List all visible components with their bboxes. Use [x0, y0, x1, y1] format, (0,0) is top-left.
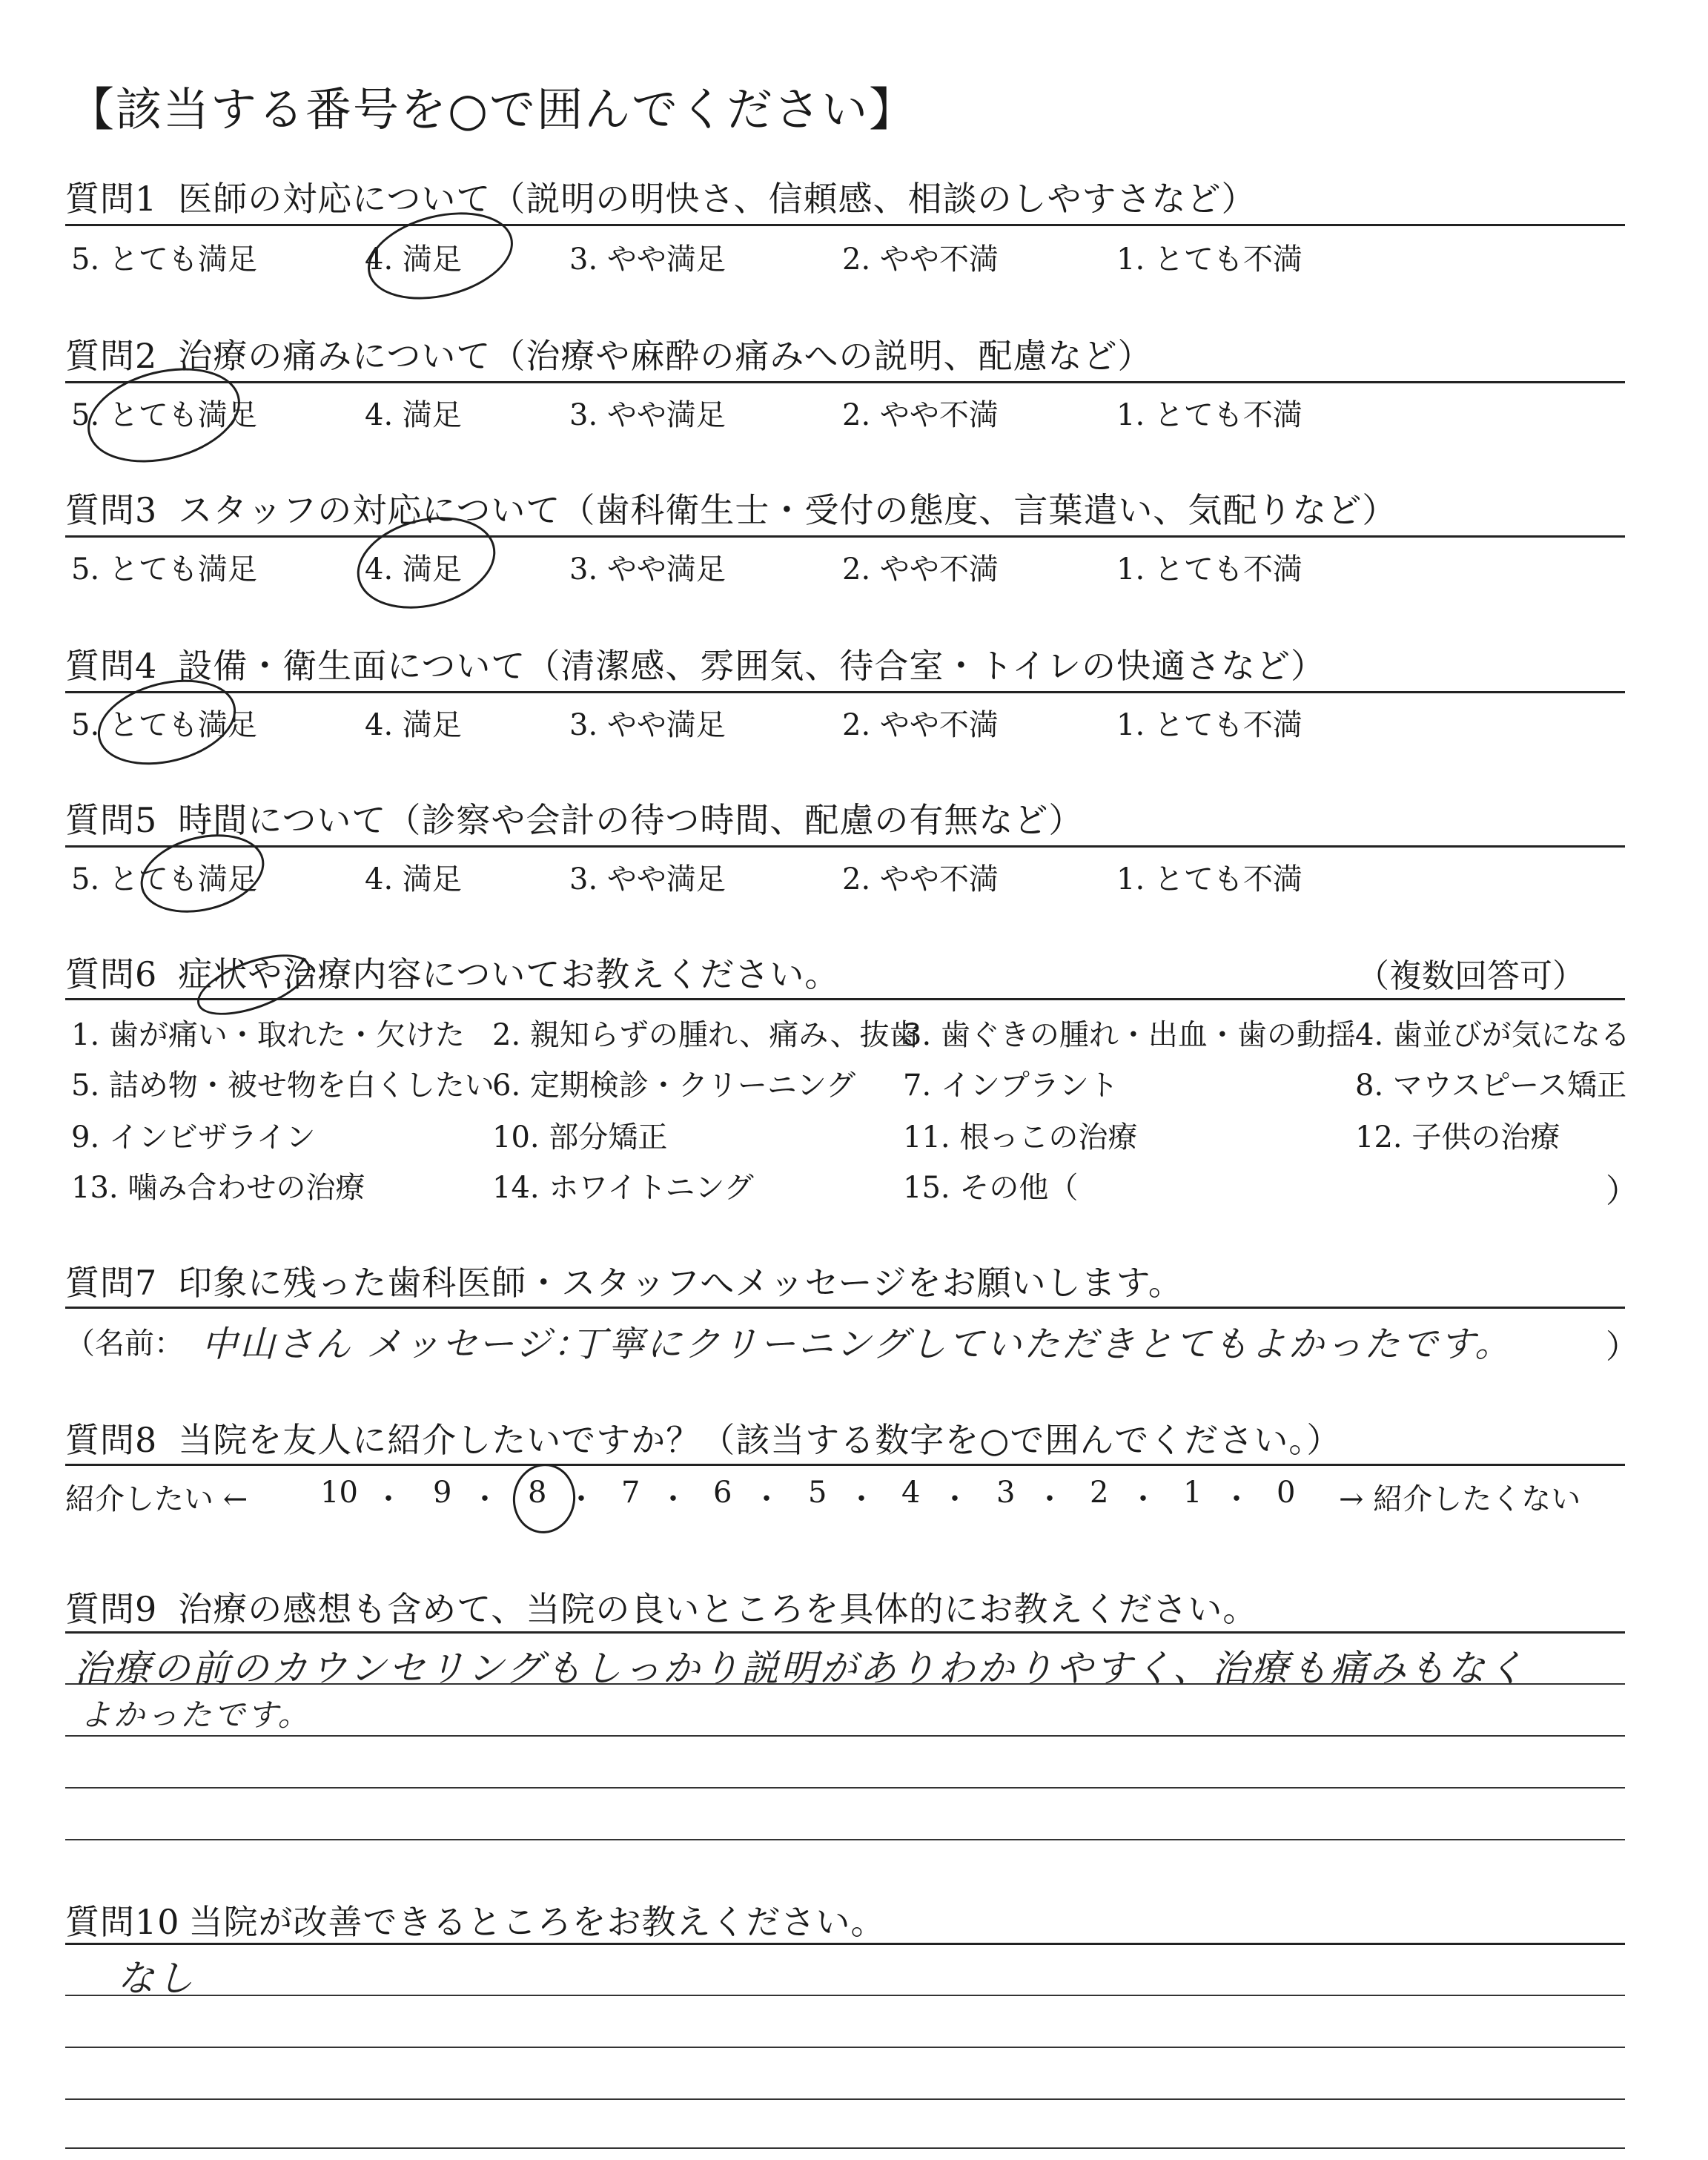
q9-answer-line-4 [65, 1839, 1625, 1840]
q4-option-5[interactable]: 5. とても満足 [71, 708, 257, 742]
question-6-heading [65, 948, 839, 997]
question-10-heading [65, 1895, 886, 1944]
question-10-text: 当院が改善できるところをお教えください。 [188, 1902, 886, 1942]
q4-option-4[interactable]: 4. 満足 [365, 708, 462, 742]
question-2-text: 治療の痛みについて（治療や麻酔の痛みへの説明、配慮など） [178, 336, 1153, 376]
question-5-rule [65, 845, 1625, 848]
q4-option-2[interactable]: 2. やや不満 [842, 708, 999, 742]
question-9-rule [65, 1631, 1625, 1634]
q8-dot-2: ・ [470, 1482, 500, 1516]
q1-option-5[interactable]: 5. とても満足 [71, 242, 257, 277]
q6-option-4[interactable]: 4. 歯並びが気になる [1355, 1018, 1630, 1052]
q1-option-3[interactable]: 3. やや満足 [569, 242, 726, 277]
q8-right-label: → 紹介したくない [1339, 1482, 1581, 1516]
q7-message-value[interactable]: 丁寧にクリーニングしていただきとてもよかったです。 [571, 1324, 1513, 1365]
question-1-text: 医師の対応について（説明の明快さ、信頼感、相談のしやすさなど） [178, 179, 1257, 219]
q9-answer-text-1[interactable]: 治療の前のカウンセリングもしっかり説明がありわかりやすく、治療も痛みもなく [74, 1647, 1526, 1690]
question-8-rule [65, 1464, 1625, 1466]
q10-answer-line-1 [65, 1995, 1625, 1996]
q2-option-5[interactable]: 5. とても満足 [71, 398, 257, 432]
q8-dot-10: ・ [1222, 1482, 1251, 1516]
q8-scale-8[interactable]: 8 [528, 1476, 547, 1510]
q1-option-4[interactable]: 4. 満足 [365, 242, 462, 277]
q5-option-4[interactable]: 4. 満足 [365, 862, 462, 896]
q5-option-5[interactable]: 5. とても満足 [71, 862, 257, 896]
page-title: 【該当する番号を○で囲んでください】 [68, 82, 917, 136]
q8-scale-2[interactable]: 2 [1090, 1476, 1109, 1510]
q6-other-close-paren: ） [1606, 1172, 1638, 1210]
q8-dot-1: ・ [374, 1482, 403, 1516]
q9-answer-line-2 [65, 1735, 1625, 1737]
q6-option-11[interactable]: 11. 根っこの治療 [903, 1120, 1138, 1155]
q8-dot-8: ・ [1035, 1482, 1065, 1516]
question-4-label: 質問4 [65, 646, 158, 686]
question-8-heading [65, 1413, 1341, 1462]
q2-option-1[interactable]: 1. とても不満 [1116, 398, 1302, 432]
q8-scale-0[interactable]: 0 [1277, 1476, 1296, 1510]
question-6-note: （複数回答可） [1357, 957, 1585, 995]
question-4-heading [65, 639, 1325, 688]
q8-scale-5[interactable]: 5 [808, 1476, 827, 1510]
q3-option-2[interactable]: 2. やや不満 [842, 552, 999, 587]
q2-option-4[interactable]: 4. 満足 [365, 398, 462, 432]
q7-message-label: メッセージ： [366, 1324, 592, 1365]
q6-option-13[interactable]: 13. 噛み合わせの治療 [71, 1171, 365, 1205]
q6-option-6[interactable]: 6. 定期検診・クリーニング [492, 1069, 856, 1103]
question-7-text: 印象に残った歯科医師・スタッフへメッセージをお願いします。 [178, 1263, 1183, 1303]
q6-option-8[interactable]: 8. マウスピース矯正 [1355, 1069, 1627, 1103]
question-3-rule [65, 535, 1625, 538]
q6-option-2[interactable]: 2. 親知らずの腫れ、痛み、抜歯 [492, 1018, 919, 1052]
question-6-rule [65, 998, 1625, 1000]
q7-name-label: （名前： [65, 1327, 184, 1361]
q7-close-paren: ） [1606, 1328, 1638, 1366]
q3-option-4[interactable]: 4. 満足 [365, 552, 462, 587]
question-7-heading [65, 1256, 1183, 1305]
question-9-text: 治療の感想も含めて、当院の良いところを具体的にお教えください。 [178, 1589, 1258, 1629]
question-8-label: 質問8 [65, 1420, 158, 1460]
q10-answer-line-2 [65, 2047, 1625, 2048]
q8-dot-7: ・ [940, 1482, 970, 1516]
q2-option-2[interactable]: 2. やや不満 [842, 398, 999, 432]
question-1-label: 質問1 [65, 179, 158, 219]
q8-selection-circle [509, 1460, 580, 1538]
q6-option-3[interactable]: 3. 歯ぐきの腫れ・出血・歯の動揺 [903, 1018, 1356, 1052]
question-9-label: 質問9 [65, 1589, 158, 1629]
question-1-heading [65, 172, 1257, 221]
q6-option-7[interactable]: 7. インプラント [903, 1069, 1119, 1103]
question-3-text: スタッフの対応について（歯科衛生士・受付の態度、言葉遣い、気配りなど） [178, 490, 1397, 530]
q8-dot-3: ・ [566, 1482, 596, 1516]
q1-option-1[interactable]: 1. とても不満 [1116, 242, 1302, 277]
q10-answer-line-3 [65, 2098, 1625, 2100]
q8-scale-1[interactable]: 1 [1183, 1476, 1202, 1510]
q9-answer-text-2[interactable]: よかったです。 [80, 1697, 311, 1733]
q8-scale-10[interactable]: 10 [320, 1476, 358, 1510]
q8-dot-9: ・ [1128, 1482, 1158, 1516]
question-1-rule [65, 224, 1625, 226]
q2-option-3[interactable]: 3. やや満足 [569, 398, 726, 432]
q9-answer-line-3 [65, 1787, 1625, 1789]
question-5-label: 質問5 [65, 800, 158, 840]
q3-option-3[interactable]: 3. やや満足 [569, 552, 726, 587]
q6-option-12[interactable]: 12. 子供の治療 [1355, 1120, 1560, 1155]
q8-scale-3[interactable]: 3 [996, 1476, 1016, 1510]
q5-option-2[interactable]: 2. やや不満 [842, 862, 999, 896]
question-7-label: 質問7 [65, 1263, 158, 1303]
question-6-text: 症状や治療内容についてお教えください。 [178, 954, 840, 994]
q6-option-10[interactable]: 10. 部分矯正 [492, 1120, 668, 1155]
question-4-text: 設備・衛生面について（清潔感、雰囲気、待合室・トイレの快適さなど） [178, 646, 1326, 686]
q3-option-1[interactable]: 1. とても不満 [1116, 552, 1302, 587]
q5-option-3[interactable]: 3. やや満足 [569, 862, 726, 896]
q8-dot-6: ・ [847, 1482, 876, 1516]
q4-option-1[interactable]: 1. とても不満 [1116, 708, 1302, 742]
question-7-rule [65, 1307, 1625, 1309]
q5-option-1[interactable]: 1. とても不満 [1116, 862, 1302, 896]
q8-scale-9[interactable]: 9 [433, 1476, 452, 1510]
question-3-label: 質問3 [65, 490, 158, 530]
q8-dot-4: ・ [658, 1482, 688, 1516]
question-9-heading [65, 1582, 1257, 1631]
question-2-heading [65, 329, 1152, 378]
q8-dot-5: ・ [752, 1482, 781, 1516]
q8-scale-7[interactable]: 7 [621, 1476, 640, 1510]
question-10-rule [65, 1943, 1625, 1945]
q6-option-1[interactable]: 1. 歯が痛い・取れた・欠けた [71, 1018, 465, 1052]
q6-option-9[interactable]: 9. インビザライン [71, 1120, 316, 1155]
q8-scale-4[interactable]: 4 [901, 1476, 921, 1510]
q3-option-5[interactable]: 5. とても満足 [71, 552, 257, 587]
q8-scale-6[interactable]: 6 [713, 1476, 732, 1510]
question-3-heading [65, 483, 1397, 532]
q4-option-3[interactable]: 3. やや満足 [569, 708, 726, 742]
question-10-label: 質問10 [65, 1902, 180, 1942]
question-2-rule [65, 381, 1625, 383]
q10-answer-line-4 [65, 2147, 1625, 2149]
question-8-text: 当院を友人に紹介したいですか？（該当する数字を○で囲んでください。） [178, 1420, 1342, 1460]
question-4-rule [65, 691, 1625, 693]
question-6-label: 質問6 [65, 954, 158, 994]
q6-option-14[interactable]: 14. ホワイトニング [492, 1171, 754, 1205]
q10-answer-text[interactable]: なし [117, 1957, 196, 2000]
q7-name-value[interactable]: 中山さん [202, 1324, 354, 1365]
q8-left-label: 紹介したい ← [65, 1482, 248, 1516]
question-2-label: 質問2 [65, 336, 158, 376]
q1-option-2[interactable]: 2. やや不満 [842, 242, 999, 277]
q6-option-5[interactable]: 5. 詰め物・被せ物を白くしたい [71, 1069, 494, 1103]
question-5-text: 時間について（診察や会計の待つ時間、配慮の有無など） [178, 800, 1084, 840]
q6-option-15[interactable]: 15. その他（ [903, 1171, 1079, 1205]
